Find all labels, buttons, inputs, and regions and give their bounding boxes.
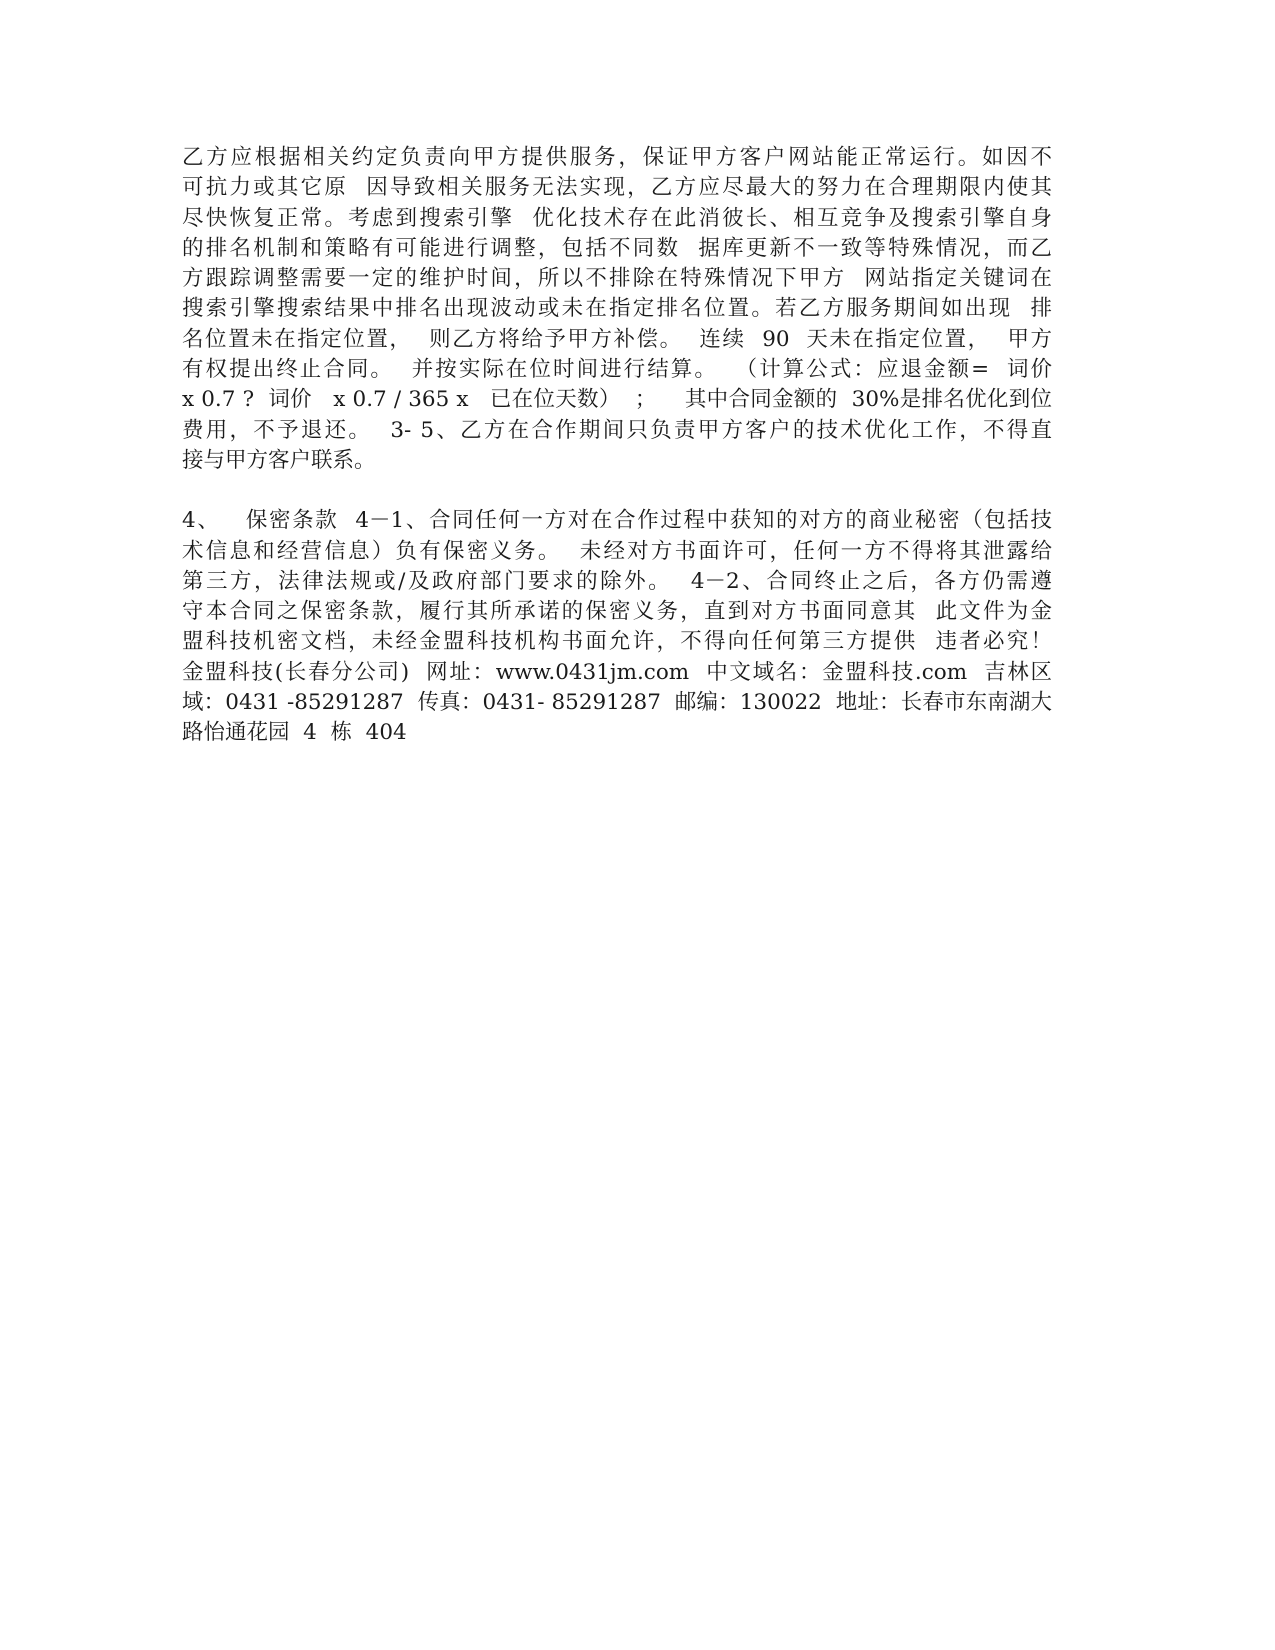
text-line: 术信息和经营信息）负有保密义务。 未经对方书面许可，任何一方不得将其泄露给 (182, 538, 1052, 564)
text-line: 第三方，法律法规或/及政府部门要求的除外。 4－2、合同终止之后，各方仍需遵 (182, 568, 1052, 594)
text-line: 方跟踪调整需要一定的维护时间，所以不排除在特殊情况下甲方 网站指定关键词在 (182, 266, 1052, 292)
document-body (182, 143, 1052, 749)
text-line: 路怡通花园 4 栋 404 (182, 720, 407, 746)
text-line: 可抗力或其它原 因导致相关服务无法实现，乙方应尽最大的努力在合理期限内使其 (182, 175, 1052, 201)
text-line: 守本合同之保密条款，履行其所承诺的保密义务，直到对方书面同意其 此文件为金 (182, 599, 1052, 625)
text-line: x 0.7 ? 词价 x 0.7 / 365 x 已在位天数） ； 其中合同金额的 30%是排名优化到位 (182, 387, 1052, 413)
text-line: 有权提出终止合同。 并按实际在位时间进行结算。 （计算公式：应退金额= 词价 (182, 357, 1052, 383)
paragraph-service-terms (182, 143, 1052, 476)
text-line: 费用，不予退还。 3- 5、乙方在合作期间只负责甲方客户的技术优化工作，不得直 (182, 417, 1052, 443)
text-line: 盟科技机密文档，未经金盟科技机构书面允许，不得向任何第三方提供 违者必究！ (182, 629, 1052, 655)
text-line: 金盟科技(长春分公司) 网址：www.0431jm.com 中文域名：金盟科技.com 吉林区 (182, 659, 1052, 685)
text-line: 尽快恢复正常。考虑到搜索引擎 优化技术存在此消彼长、相互竞争及搜索引擎自身 (182, 205, 1052, 231)
text-line: 搜索引擎搜索结果中排名出现波动或未在指定排名位置。若乙方服务期间如出现 排 (182, 296, 1052, 322)
text-line: 接与甲方客户联系。 (182, 447, 376, 473)
text-line: 名位置未在指定位置， 则乙方将给予甲方补偿。 连续 90 天未在指定位置， 甲方 (182, 326, 1052, 352)
text-line: 乙方应根据相关约定负责向甲方提供服务，保证甲方客户网站能正常运行。如因不 (182, 145, 1052, 170)
text-line: 域：0431 -85291287 传真：0431- 85291287 邮编：130022 地址：长春市东南湖大 (182, 690, 1052, 716)
text-line: 的排名机制和策略有可能进行调整，包括不同数 据库更新不一致等特殊情况，而乙 (182, 235, 1052, 261)
paragraph-confidentiality (182, 506, 1052, 748)
text-line: 4、 保密条款 4－1、合同任何一方对在合作过程中获知的对方的商业秘密（包括技 (182, 508, 1052, 534)
paragraph-spacer (182, 476, 1052, 506)
